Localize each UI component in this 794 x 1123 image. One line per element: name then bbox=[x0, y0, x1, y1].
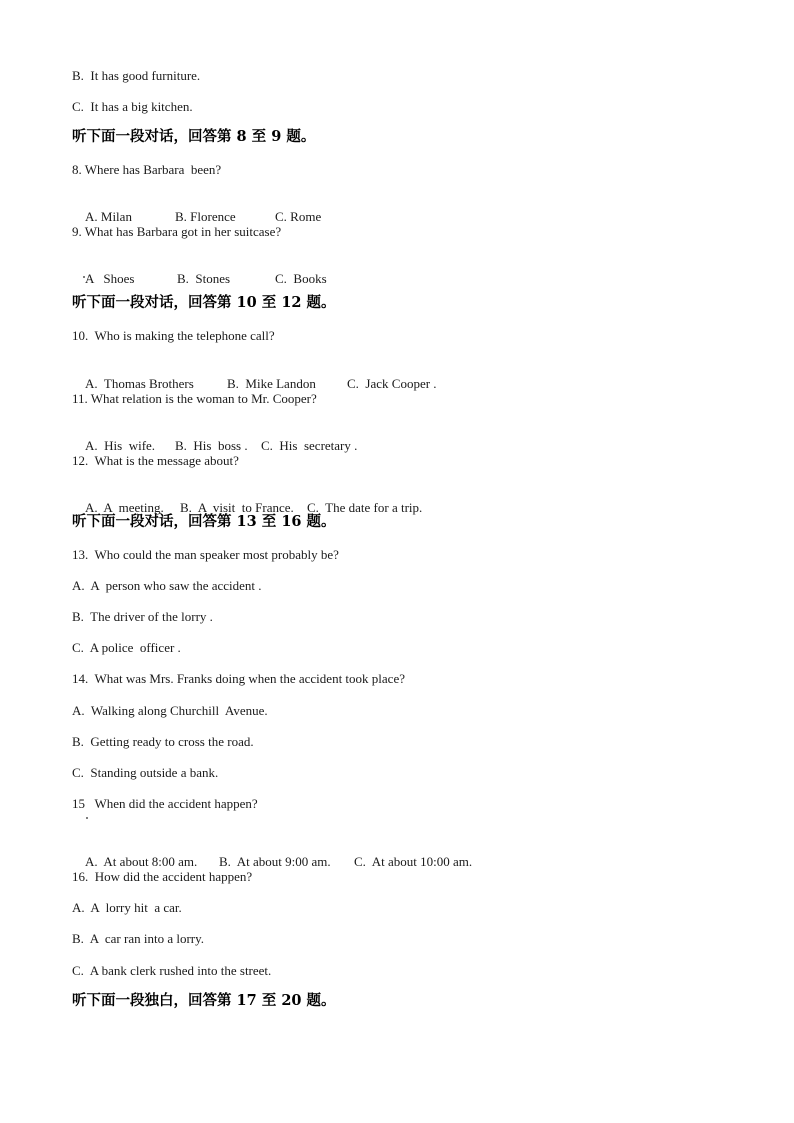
section-heading-8-9: 听下面一段对话，回答第 8 至 9 题。 bbox=[72, 128, 316, 145]
option-12b: B. A visit to France. bbox=[180, 500, 294, 515]
option-11b: B. His boss . bbox=[175, 438, 248, 453]
option-15b: B. At about 9:00 am. bbox=[219, 854, 331, 869]
option-13a: A. A person who saw the accident . bbox=[72, 578, 262, 593]
option-16a: A. A lorry hit a car. bbox=[72, 900, 182, 915]
option-12a: A. A meeting. bbox=[85, 500, 164, 515]
option-14a: A. Walking along Churchill Avenue. bbox=[72, 703, 268, 718]
question-16: 16. How did the accident happen? bbox=[72, 869, 253, 884]
option-12c: C. The date for a trip. bbox=[307, 500, 423, 515]
option-10c: C. Jack Cooper . bbox=[347, 376, 437, 391]
option-11c: C. His secretary . bbox=[261, 438, 358, 453]
stray-dot bbox=[83, 276, 85, 278]
question-15: 15 When did the accident happen? bbox=[72, 796, 258, 811]
option-16c: C. A bank clerk rushed into the street. bbox=[72, 963, 272, 978]
option-8b: B. Florence bbox=[175, 209, 236, 224]
option-16b: B. A car ran into a lorry. bbox=[72, 931, 205, 946]
question-9: 9. What has Barbara got in her suitcase? bbox=[72, 224, 282, 239]
option-7c: C. It has a big kitchen. bbox=[72, 99, 193, 114]
option-8c: C. Rome bbox=[275, 209, 322, 224]
section-heading-10-12: 听下面一段对话，回答第 10 至 12 题。 bbox=[72, 294, 336, 311]
option-15a: A. At about 8:00 am. bbox=[85, 854, 198, 869]
option-9c: C. Books bbox=[275, 271, 327, 286]
option-15c: C. At about 10:00 am. bbox=[354, 854, 473, 869]
question-10: 10. Who is making the telephone call? bbox=[72, 328, 275, 343]
question-12: 12. What is the message about? bbox=[72, 453, 239, 468]
question-11: 11. What relation is the woman to Mr. Cooper? bbox=[72, 391, 317, 406]
option-8a: A. Milan bbox=[85, 209, 132, 224]
section-heading-13-16: 听下面一段对话，回答第 13 至 16 题。 bbox=[72, 513, 336, 530]
question-14: 14. What was Mrs. Franks doing when the accident took place? bbox=[72, 671, 405, 686]
option-10b: B. Mike Landon bbox=[227, 376, 316, 391]
option-10a: A. Thomas Brothers bbox=[85, 376, 194, 391]
section-heading-17-20: 听下面一段独白，回答第 17 至 20 题。 bbox=[72, 992, 336, 1009]
option-13b: B. The driver of the lorry . bbox=[72, 609, 213, 624]
option-9a: A Shoes bbox=[85, 271, 135, 286]
option-7b: B. It has good furniture. bbox=[72, 68, 201, 83]
option-13c: C. A police officer . bbox=[72, 640, 181, 655]
option-14c: C. Standing outside a bank. bbox=[72, 765, 219, 780]
option-11a: A. His wife. bbox=[85, 438, 156, 453]
option-9b: B. Stones bbox=[177, 271, 231, 286]
question-8: 8. Where has Barbara been? bbox=[72, 162, 222, 177]
stray-dot bbox=[86, 817, 88, 819]
option-14b: B. Getting ready to cross the road. bbox=[72, 734, 254, 749]
question-13: 13. Who could the man speaker most probably be? bbox=[72, 547, 339, 562]
